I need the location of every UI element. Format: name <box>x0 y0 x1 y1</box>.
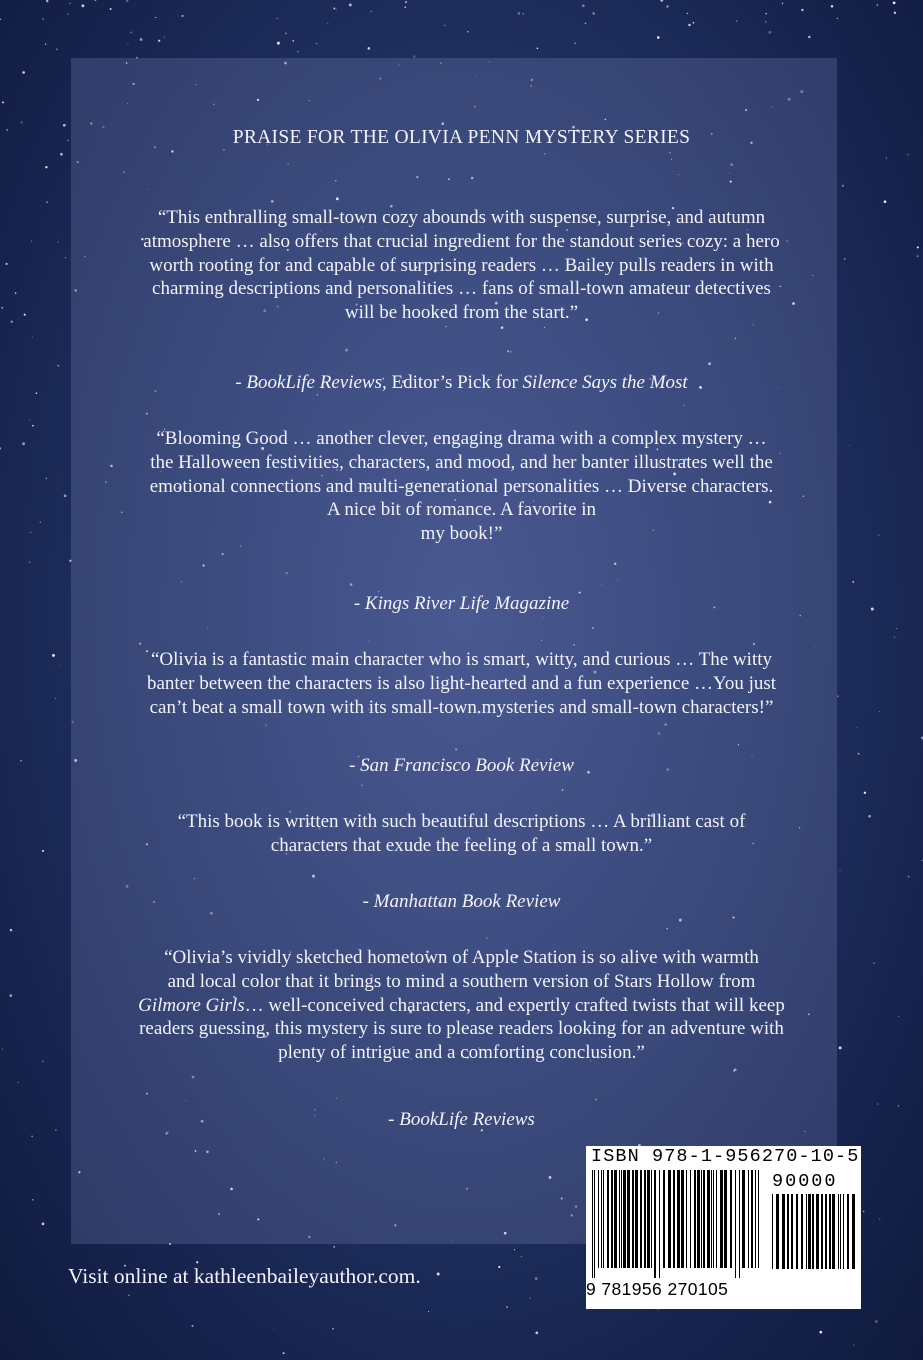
star <box>56 48 57 49</box>
star <box>336 9 337 10</box>
star <box>192 1325 194 1327</box>
barcode-bar <box>601 1170 602 1268</box>
review-quote-3 <box>100 648 823 719</box>
quote-line: my book!” <box>420 523 503 545</box>
star <box>42 1061 44 1063</box>
barcode-bar <box>598 1170 599 1268</box>
quote-line: characters that exude the feeling of a small town.” <box>270 834 653 856</box>
star <box>878 534 879 535</box>
barcode-bar <box>791 1194 793 1269</box>
star <box>837 18 838 19</box>
star <box>164 36 165 37</box>
star <box>95 0 97 1</box>
barcode-bar <box>668 1170 671 1268</box>
star <box>864 792 866 794</box>
quote-line: “Olivia’s vividly sketched hometown of Apple Station is so alive with warmth <box>164 947 759 968</box>
star <box>582 4 585 7</box>
star <box>837 695 839 697</box>
star <box>15 292 17 294</box>
star <box>765 13 767 15</box>
star <box>405 1 407 3</box>
star <box>437 1273 440 1276</box>
quote-line: and local color that it brings to mind a southern version of Stars Hollow from <box>167 970 756 992</box>
star <box>42 1223 45 1226</box>
star <box>877 4 878 5</box>
quote-line: “This book is written with such beautiful descriptions … A brilliant cast of <box>177 811 746 832</box>
star <box>30 532 32 534</box>
barcode-bar <box>816 1194 819 1269</box>
barcode-bar <box>619 1170 620 1268</box>
quote-line: banter between the characters is also light-hearted and a fun experience …You just <box>146 672 777 694</box>
star <box>666 5 668 7</box>
barcode-bar <box>711 1170 712 1268</box>
barcode-bar <box>787 1194 789 1269</box>
star <box>52 654 55 657</box>
star <box>879 711 880 712</box>
star <box>140 38 143 41</box>
star <box>283 1352 285 1354</box>
praise-heading: PRAISE FOR THE OLIVIA PENN MYSTERY SERIES <box>232 127 691 148</box>
star <box>853 1345 854 1346</box>
barcode-bar <box>742 1170 745 1268</box>
star <box>896 628 897 629</box>
star <box>782 3 783 4</box>
star <box>130 31 132 33</box>
star <box>32 337 33 338</box>
barcode-bar <box>806 1194 807 1269</box>
author-website: Visit online at kathleenbaileyauthor.com. <box>68 1264 421 1288</box>
review-attribution-3: - San Francisco Book Review <box>349 755 574 776</box>
barcode-bar <box>623 1170 626 1268</box>
star <box>32 425 34 427</box>
barcode-bar <box>697 1170 700 1268</box>
barcode-bar <box>635 1170 638 1268</box>
star <box>765 21 766 22</box>
star <box>893 2 896 5</box>
barcode-bar <box>592 1170 593 1278</box>
quote-line: “Olivia is a fantastic main character who is smart, witty, and curious … The witty <box>150 649 773 670</box>
barcode-bar <box>640 1170 642 1268</box>
barcode-bar <box>838 1194 839 1269</box>
star <box>60 153 63 156</box>
barcode-bar <box>632 1170 634 1268</box>
barcode-bar <box>720 1170 723 1268</box>
star <box>155 17 156 18</box>
barcode-bar <box>852 1194 855 1269</box>
quote-line: the Halloween festivities, characters, and mood, and her banter illustrates well the <box>150 451 773 473</box>
barcode-bar <box>739 1170 740 1278</box>
star <box>530 1298 531 1299</box>
barcode-bar <box>776 1194 779 1269</box>
quote-line: A nice bit of romance. A favorite in <box>326 499 597 521</box>
star <box>64 494 67 497</box>
star <box>67 13 68 14</box>
star <box>277 18 278 19</box>
star <box>908 876 910 878</box>
star <box>819 1331 822 1334</box>
barcode-bar <box>755 1170 756 1268</box>
star <box>736 20 738 22</box>
barcode-bar <box>681 1170 684 1268</box>
star <box>20 760 22 762</box>
barcode-bar <box>614 1170 617 1268</box>
star <box>849 445 850 446</box>
barcode-bar <box>663 1170 665 1268</box>
star <box>660 0 663 2</box>
star <box>297 51 299 53</box>
quote-line: will be hooked from the start.” <box>344 302 579 324</box>
barcode-bar <box>686 1170 687 1268</box>
star <box>585 22 587 24</box>
star <box>657 36 660 39</box>
star <box>871 608 874 611</box>
barcode-bar <box>801 1194 803 1269</box>
star <box>58 365 59 366</box>
barcode-bar <box>840 1194 841 1269</box>
star <box>181 15 183 17</box>
barcode-bar <box>758 1170 759 1268</box>
star <box>18 1082 19 1083</box>
quote-line: atmosphere … also offers that crucial ingredient for the standout series cozy: a hero <box>143 230 780 252</box>
star <box>32 1199 34 1201</box>
barcode-bar <box>690 1170 691 1268</box>
star <box>688 24 691 27</box>
barcode-bar <box>735 1170 736 1278</box>
price-addon-label: 90000 <box>772 1171 838 1192</box>
star <box>917 255 919 257</box>
star <box>518 12 520 14</box>
star <box>521 1256 522 1257</box>
star <box>42 850 44 852</box>
star <box>22 442 25 445</box>
star <box>840 870 841 871</box>
quote-line: Gilmore Girls… well-conceived characters, and expertly crafted twists that will keep <box>138 994 785 1016</box>
star <box>40 521 42 523</box>
barcode-bar <box>713 1170 714 1268</box>
star <box>46 0 48 2</box>
barcode-bar <box>730 1170 732 1268</box>
barcode-bar <box>843 1194 844 1269</box>
star <box>127 43 128 44</box>
star <box>11 321 13 323</box>
review-attribution-2: - Kings River Life Magazine <box>353 593 570 614</box>
star <box>6 263 8 265</box>
barcode-bar <box>701 1170 702 1268</box>
star <box>29 561 31 563</box>
star <box>852 581 854 583</box>
star <box>65 257 66 258</box>
barcode-bar <box>603 1170 604 1268</box>
barcode-bar <box>716 1170 717 1268</box>
barcode-bar <box>796 1194 798 1269</box>
star <box>55 1129 56 1130</box>
star <box>81 4 84 7</box>
review-quote-4 <box>100 810 823 858</box>
review-quote-2 <box>100 427 823 546</box>
quote-line: charming descriptions and personalities … fans of small-town amateur detectives <box>152 278 771 300</box>
star <box>292 40 294 42</box>
barcode-bar <box>724 1170 727 1268</box>
star <box>57 241 58 242</box>
star <box>46 478 47 479</box>
star <box>10 929 12 931</box>
star <box>868 815 871 818</box>
barcode-bar <box>751 1170 753 1268</box>
star <box>405 7 407 9</box>
star <box>768 31 771 34</box>
star <box>856 727 857 728</box>
star <box>20 121 22 123</box>
star <box>875 1320 878 1323</box>
ean13-bars <box>592 1170 762 1278</box>
review-quote-5 <box>100 946 823 1065</box>
barcode-bar <box>654 1170 656 1278</box>
review-quote-1 <box>100 206 823 325</box>
quote-line: “Blooming Good … another clever, engaging drama with a complex mystery … <box>156 428 767 449</box>
review-attribution-4: - Manhattan Book Review <box>362 891 561 912</box>
barcode-bar <box>821 1194 823 1269</box>
star <box>514 1249 515 1250</box>
barcode-bar <box>829 1194 831 1269</box>
star <box>831 5 834 8</box>
barcode-bar <box>659 1170 660 1278</box>
star <box>110 8 112 10</box>
star <box>2 101 4 103</box>
star <box>808 36 810 38</box>
star <box>333 1246 335 1248</box>
star <box>444 25 445 26</box>
star <box>574 42 576 44</box>
star <box>158 40 160 42</box>
barcode-bar <box>694 1170 696 1268</box>
star <box>877 1103 879 1105</box>
star <box>467 31 468 32</box>
barcode-bar <box>673 1170 675 1268</box>
star <box>917 246 919 248</box>
star <box>128 1295 129 1296</box>
barcode-bar <box>825 1194 827 1269</box>
barcode-bar <box>772 1194 773 1269</box>
star <box>884 200 887 203</box>
barcode-bar <box>647 1170 650 1268</box>
star <box>277 42 280 45</box>
star <box>873 962 875 964</box>
barcode-bar <box>611 1170 613 1268</box>
star <box>10 994 13 997</box>
star <box>894 637 895 638</box>
star <box>894 12 896 14</box>
barcode-bar <box>621 1170 622 1268</box>
barcode-bar <box>703 1170 705 1268</box>
star <box>368 47 371 50</box>
star <box>2 1049 3 1050</box>
star <box>523 13 524 14</box>
barcode-bar <box>644 1170 646 1268</box>
star <box>31 1136 33 1138</box>
quote-line: can’t beat a small town with its small-town mysteries and small-town characters!” <box>149 696 774 718</box>
isbn-barcode <box>586 1146 861 1309</box>
barcode-bar <box>627 1170 630 1268</box>
star <box>46 201 48 203</box>
star <box>316 43 317 44</box>
star <box>59 665 60 666</box>
star <box>592 12 594 14</box>
addon-bars <box>772 1194 856 1279</box>
barcode-bar <box>677 1170 680 1268</box>
star <box>907 154 908 155</box>
barcode-bar <box>812 1194 814 1269</box>
star <box>285 33 287 35</box>
star <box>36 392 38 394</box>
star <box>1 307 3 309</box>
star <box>42 18 44 20</box>
star <box>55 698 56 699</box>
star <box>126 0 128 2</box>
barcode-bar <box>847 1194 849 1269</box>
star <box>273 1329 274 1330</box>
star <box>31 240 32 241</box>
star <box>842 185 844 187</box>
star <box>844 258 846 260</box>
star <box>45 166 47 168</box>
barcode-bar <box>651 1170 652 1268</box>
quote-line: worth rooting for and capable of surprising readers … Bailey pulls readers in with <box>149 254 774 276</box>
quote-line: plenty of intrigue and a comforting conclusion.” <box>278 1042 645 1064</box>
star <box>839 1046 842 1049</box>
star <box>428 1311 429 1312</box>
star <box>535 1277 538 1280</box>
star <box>332 1328 334 1330</box>
star <box>349 3 352 6</box>
star <box>693 22 695 24</box>
barcode-bar <box>748 1170 749 1268</box>
star <box>22 71 25 74</box>
barcode-digits: 9 781956 270105 <box>586 1279 729 1299</box>
barcode-bar <box>594 1170 595 1278</box>
quote-line: “This enthralling small-town cozy abounds with suspense, surprise, and autumn <box>157 207 766 228</box>
star <box>537 48 539 50</box>
barcode-bar <box>808 1194 811 1269</box>
barcode-bar <box>607 1170 609 1268</box>
review-attribution-1: - BookLife Reviews, Editor’s Pick for Silence Says the Most <box>235 372 688 393</box>
star <box>898 1105 899 1106</box>
star <box>0 19 1 20</box>
review-attribution-5: - BookLife Reviews <box>388 1109 535 1130</box>
quote-line: emotional connections and multi-generational personalities … Diverse characters. <box>149 475 774 497</box>
star <box>24 314 26 316</box>
barcode-bar <box>707 1170 710 1268</box>
barcode-bar <box>832 1194 835 1269</box>
barcode-bar <box>782 1194 785 1269</box>
star <box>327 23 329 25</box>
star <box>687 13 688 14</box>
star <box>498 1266 500 1268</box>
star <box>801 9 803 11</box>
star <box>858 753 860 755</box>
star <box>879 1219 880 1220</box>
star <box>535 1332 538 1335</box>
star <box>506 1306 508 1308</box>
star <box>333 8 335 10</box>
star <box>898 1016 899 1017</box>
isbn-label: ISBN 978-1-956270-10-5 <box>591 1146 860 1167</box>
quote-line: readers guessing, this mystery is sure to please readers looking for an adventure with <box>139 1018 784 1040</box>
star <box>886 157 887 158</box>
star <box>0 447 1 449</box>
star <box>371 11 372 12</box>
star <box>70 3 71 4</box>
star <box>29 419 30 420</box>
star <box>45 44 46 45</box>
star <box>863 1211 864 1212</box>
